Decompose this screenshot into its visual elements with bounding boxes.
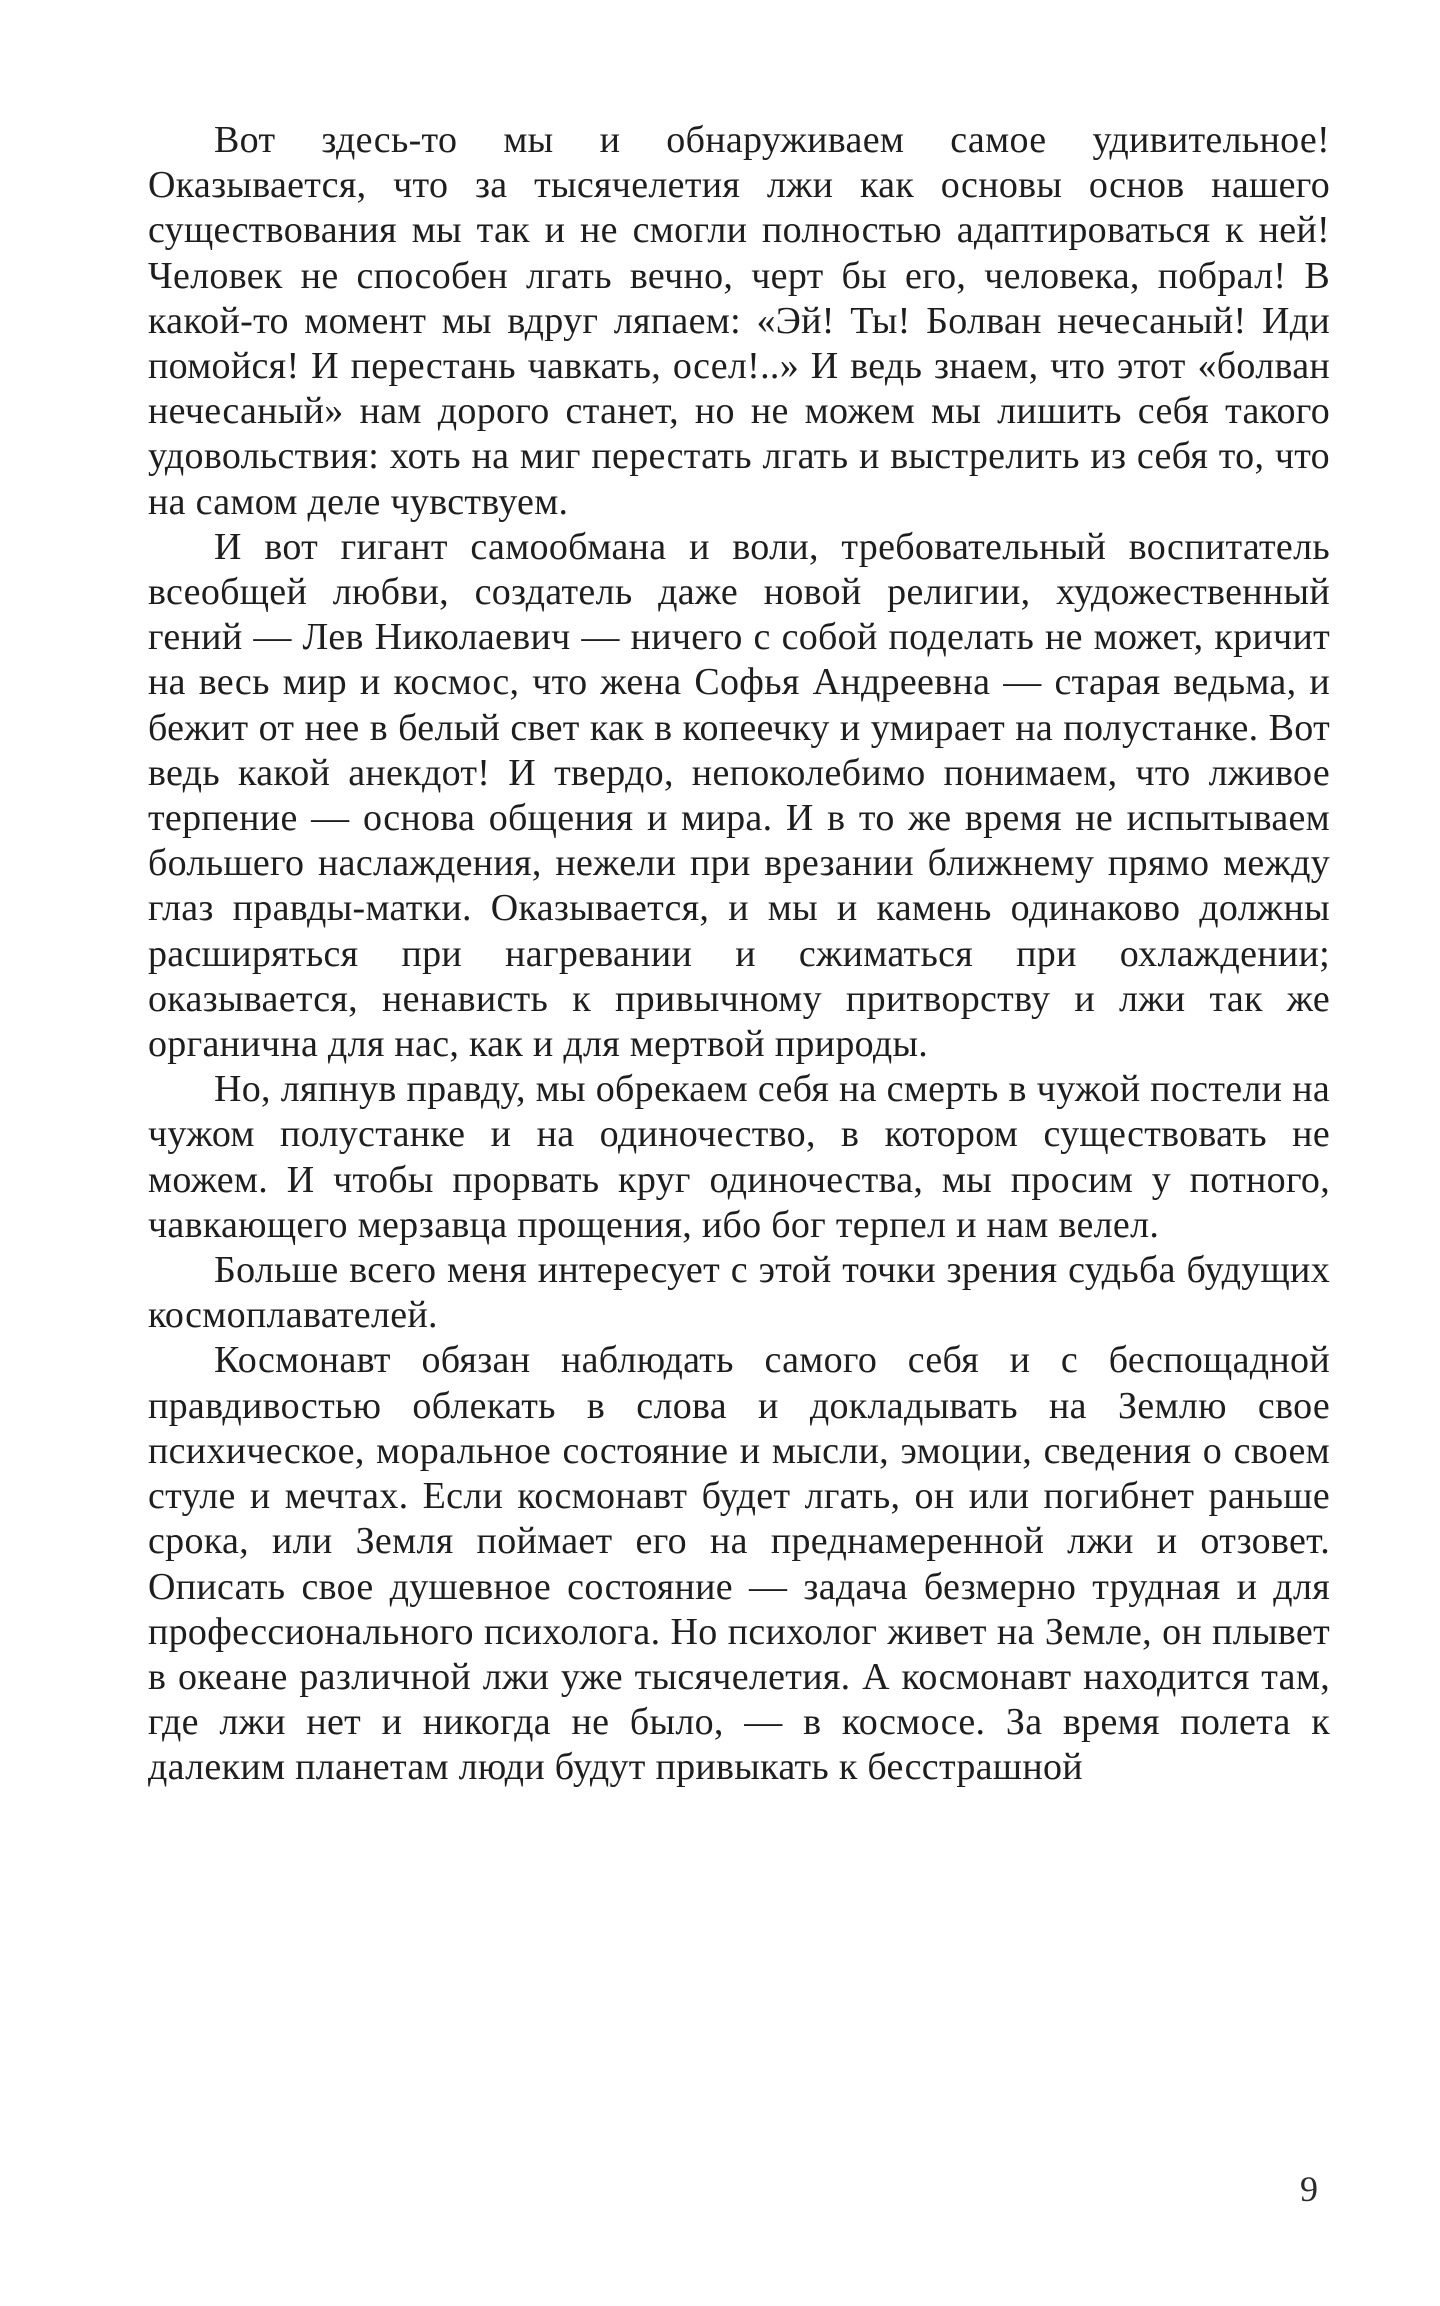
paragraph-4: Больше всего меня интересует с этой точки зрения судьба будущих космоплавателей. bbox=[148, 1249, 1330, 1337]
paragraph-1: Вот здесь-то мы и обнаруживаем самое удивительное! Оказывается, что за тысячелетия лжи как основы основ нашего существования мы так и не смогли полностью адаптироваться к ней! Человек не способен лгать вечно, черт бы его, человека, побрал! В какой-то момент мы вдруг ляпаем: «Эй! Ты! Болван нечесаный! Иди помойся! И перестань чавкать, осел!..» И ведь знаем, что этот «болван нечесаный» нам дорого станет, но не можем мы лишить себя такого удовольствия: хоть на миг перестать лгать и выстрелить из себя то, что на самом деле чувствуем. bbox=[148, 119, 1330, 523]
body-text bbox=[148, 118, 1330, 1791]
paragraph-3: Но, ляпнув правду, мы обрекаем себя на смерть в чужой постели на чужом полустанке и на одиночество, в котором существовать не можем. И чтобы прорвать круг одиночества, мы просим у потного, чавкающего мерзавца прощения, ибо бог терпел и нам велел. bbox=[148, 1068, 1330, 1246]
paragraph-5: Космонавт обязан наблюдать самого себя и с беспощадной правдивостью облекать в слова и докладывать на Землю свое психическое, моральное состояние и мысли, эмоции, сведения о своем стуле и мечтах. Если космонавт будет лгать, он или погибнет раньше срока, или Земля поймает его на преднамеренной лжи и отзовет. Описать свое душевное состояние — задача безмерно трудная и для профессионального психолога. Но психолог живет на Земле, он плывет в океане различной лжи уже тысячелетия. А космонавт находится там, где лжи нет и никогда не было, — в космосе. За время полета к далеким планетам люди будут привыкать к бесстрашной bbox=[148, 1339, 1330, 1789]
page-number: 9 bbox=[1300, 2169, 1318, 2209]
paragraph-2: И вот гигант самообмана и воли, требовательный воспитатель всеобщей любви, создатель даже новой религии, художественный гений — Лев Николаевич — ничего с собой поделать не может, кричит на весь мир и космос, что жена Софья Андреевна — старая ведьма, и бежит от нее в белый свет как в копеечку и умирает на полустанке. Вот ведь какой анекдот! И твердо, непоколебимо понимаем, что лживое терпение — основа общения и мира. И в то же время не испытываем большего наслаждения, нежели при врезании ближнему прямо между глаз правды-матки. Оказывается, и мы и камень одинаково должны расширяться при нагревании и сжиматься при охлаждении; оказывается, ненависть к привычному притворству и лжи так же органична для нас, как и для мертвой природы. bbox=[148, 525, 1330, 1066]
